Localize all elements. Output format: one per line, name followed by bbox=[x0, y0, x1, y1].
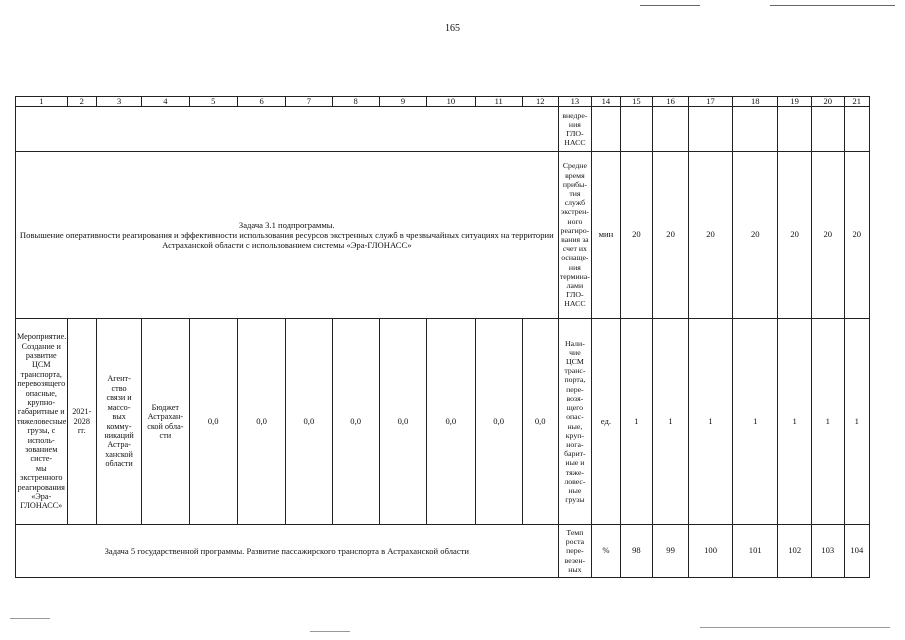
value-cell: 1 bbox=[778, 319, 812, 525]
value-cell: 1 bbox=[653, 319, 689, 525]
value-cell bbox=[688, 107, 732, 152]
value-cell: 20 bbox=[620, 152, 653, 319]
value-cell: 20 bbox=[778, 152, 812, 319]
value-cell: 1 bbox=[620, 319, 653, 525]
page-number: 165 bbox=[445, 23, 460, 34]
scan-mark-bottom bbox=[700, 627, 890, 628]
header-cell: 12 bbox=[522, 97, 558, 107]
continuation-blank-cell bbox=[16, 107, 559, 152]
funding-cell: 0,0 bbox=[475, 319, 522, 525]
header-cell: 21 bbox=[844, 97, 869, 107]
value-cell: 103 bbox=[811, 525, 844, 578]
table-row-task5 bbox=[16, 525, 870, 578]
scan-mark-bottom bbox=[10, 618, 50, 619]
value-cell: 20 bbox=[733, 152, 778, 319]
value-cell: 98 bbox=[620, 525, 653, 578]
table-row-continuation bbox=[16, 107, 870, 152]
header-cell: 11 bbox=[475, 97, 522, 107]
header-cell: 17 bbox=[688, 97, 732, 107]
unit-cell: % bbox=[592, 525, 620, 578]
value-cell: 1 bbox=[811, 319, 844, 525]
header-cell: 8 bbox=[332, 97, 379, 107]
value-cell: 1 bbox=[733, 319, 778, 525]
indicators-table bbox=[15, 96, 870, 578]
event-name-cell: Мероприятие. Создание и развитие ЦСМ транспорта, перевозящего опасные, крупно- габаритные и тяжеловесные грузы, с исполь- зованием систе- мы экстренного реагирования «Эра- ГЛОНАСС» bbox=[16, 319, 68, 525]
value-cell bbox=[778, 107, 812, 152]
value-cell: 99 bbox=[653, 525, 689, 578]
task-title-cell: Задача 3.1 подпрограммы. Повышение оперативности реагирования и эффективности использования ресурсов экстренных служб в чрезвычайных ситуациях на территории Астраханской области с использованием системы «Эра-ГЛОНАСС» bbox=[16, 152, 559, 319]
header-cell: 14 bbox=[592, 97, 620, 107]
indicator-cell: внедре- ния ГЛО- НАСС bbox=[558, 107, 592, 152]
value-cell: 20 bbox=[844, 152, 869, 319]
period-cell: 2021- 2028 гг. bbox=[67, 319, 96, 525]
header-cell: 20 bbox=[811, 97, 844, 107]
value-cell: 1 bbox=[688, 319, 732, 525]
value-cell: 101 bbox=[733, 525, 778, 578]
header-cell: 10 bbox=[427, 97, 475, 107]
value-cell bbox=[733, 107, 778, 152]
executor-cell: Агент- ство связи и массо- вых комму- никаций Астра- ханской области bbox=[96, 319, 141, 525]
header-cell: 19 bbox=[778, 97, 812, 107]
funding-source-cell: Бюджет Астрахан- ской обла- сти bbox=[142, 319, 189, 525]
value-cell: 102 bbox=[778, 525, 812, 578]
funding-cell: 0,0 bbox=[379, 319, 426, 525]
funding-cell: 0,0 bbox=[427, 319, 475, 525]
header-cell: 13 bbox=[558, 97, 592, 107]
header-cell: 7 bbox=[286, 97, 332, 107]
unit-cell bbox=[592, 107, 620, 152]
header-cell: 18 bbox=[733, 97, 778, 107]
funding-cell: 0,0 bbox=[522, 319, 558, 525]
value-cell: 20 bbox=[653, 152, 689, 319]
scan-mark-top-right bbox=[770, 5, 895, 6]
value-cell: 104 bbox=[844, 525, 869, 578]
value-cell: 20 bbox=[811, 152, 844, 319]
value-cell: 1 bbox=[844, 319, 869, 525]
task-title-cell: Задача 5 государственной программы. Развитие пассажирского транспорта в Астраханской области bbox=[16, 525, 559, 578]
funding-cell: 0,0 bbox=[286, 319, 332, 525]
header-cell: 5 bbox=[189, 97, 237, 107]
scan-mark-top bbox=[640, 5, 700, 6]
unit-cell: ед. bbox=[592, 319, 620, 525]
value-cell bbox=[811, 107, 844, 152]
funding-cell: 0,0 bbox=[237, 319, 285, 525]
value-cell bbox=[620, 107, 653, 152]
funding-cell: 0,0 bbox=[189, 319, 237, 525]
table-row-task31 bbox=[16, 152, 870, 319]
indicator-cell: Темп роста пере- везен- ных bbox=[558, 525, 592, 578]
header-cell: 15 bbox=[620, 97, 653, 107]
header-cell: 9 bbox=[379, 97, 426, 107]
funding-cell: 0,0 bbox=[332, 319, 379, 525]
header-cell: 16 bbox=[653, 97, 689, 107]
header-cell: 3 bbox=[96, 97, 141, 107]
value-cell: 100 bbox=[688, 525, 732, 578]
unit-cell: мин bbox=[592, 152, 620, 319]
header-cell: 2 bbox=[67, 97, 96, 107]
header-cell: 6 bbox=[237, 97, 285, 107]
indicator-cell: Средне время прибы- тия служб экстрен- ного реагиро- вания за счет их оснаще- ния термина- лами ГЛО- НАСС bbox=[558, 152, 592, 319]
header-cell: 1 bbox=[16, 97, 68, 107]
header-row bbox=[16, 97, 870, 107]
scan-mark-bottom bbox=[310, 631, 350, 632]
value-cell: 20 bbox=[688, 152, 732, 319]
indicator-cell: Нали- чие ЦСМ транс- порта, пере- возя- щего опас- ные, круп- нога- барит- ные и тяже- ловес- ные грузы bbox=[558, 319, 592, 525]
header-cell: 4 bbox=[142, 97, 189, 107]
value-cell bbox=[653, 107, 689, 152]
table-row-event bbox=[16, 319, 870, 525]
value-cell bbox=[844, 107, 869, 152]
